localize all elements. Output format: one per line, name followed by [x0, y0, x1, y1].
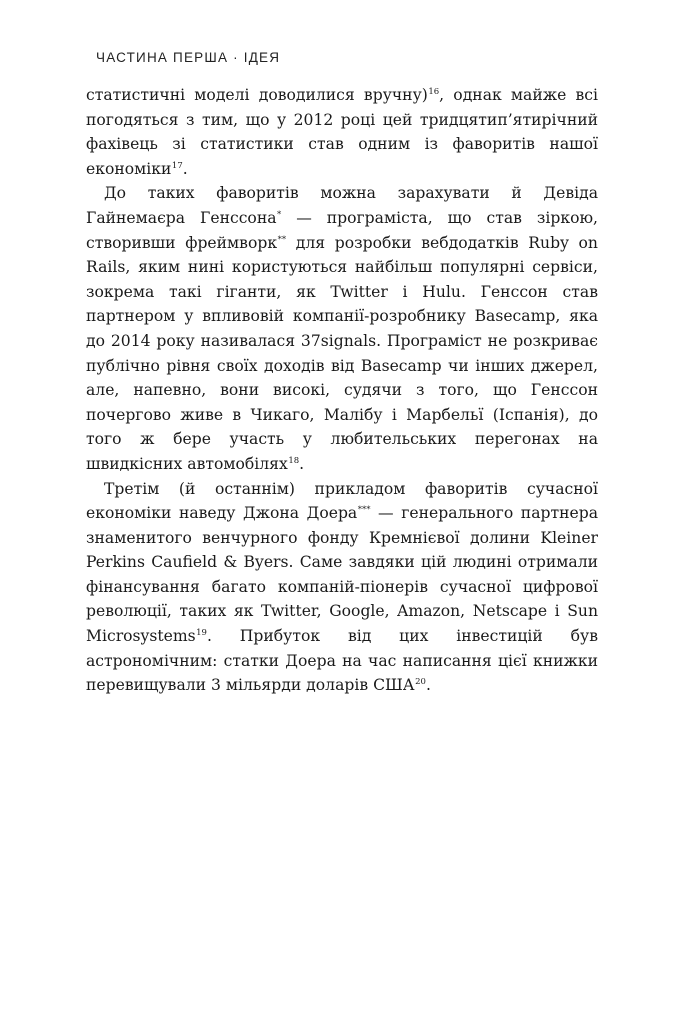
footnote-ref: * — [277, 209, 282, 220]
text-run: статистичні моделі доводилися вручну) — [86, 86, 428, 104]
footnote-ref: *** — [357, 505, 371, 516]
text-run: . Прибуток від цих інвестицій був астрономічним: статки Доера на час написання цієї книжки перевищували 3 мільярди доларів США — [86, 627, 598, 695]
footnote-ref: 19 — [196, 628, 207, 639]
text-run: — програміста, що став зіркою, створивши фреймворк — [86, 208, 598, 252]
text-run: — генерального партнера знаменитого венчурного фонду Кремнієвої долини Kleiner Perkins Caufield & Byers. Саме завдяки цій людині отримали фінансування багато компаній-піонерів сучасної цифрової революції, таких як Twitter, Google, Amazon, Netscape і Sun Microsystems — [86, 504, 598, 646]
paragraph — [86, 83, 598, 181]
running-head: ЧАСТИНА ПЕРША · ІДЕЯ — [96, 50, 281, 65]
text-run: для розробки вебдодатків Ruby on Rails, яким нині користуються найбільш популярні сервіси, зокрема такі гіганти, як Twitter і Hulu. Генссон став партнером у впливовій компанії-розробнику Basecamp, яка до 2014 року називалася 37signals. Програміст не розкриває публічно рівня своїх доходів від Basecamp чи інших джерел, але, напевно, вони високі, судячи з того, що Генссон почергово живе в Чикаго, Малібу і Марбельї (Іспанія), до того ж бере участь у любительських перегонах на швидкісних автомобілях — [86, 233, 598, 473]
text-run: , однак майже всі погодяться з тим, що у 2012 році цей тридцятип’ятирічний фахівець зі статистики став одним із фаворитів нашої економіки — [86, 86, 598, 178]
text-run: . — [425, 676, 431, 695]
footnote-ref: 16 — [428, 87, 440, 97]
text-run: . — [299, 454, 305, 473]
text-run: Третім (й останнім) прикладом фаворитів сучасної економіки наведу Джона Доера — [86, 479, 598, 523]
text-run: . — [182, 159, 188, 178]
body-text — [86, 83, 598, 698]
footnote-ref: 18 — [288, 455, 300, 466]
footnote-ref: 17 — [171, 160, 183, 171]
paragraph — [86, 477, 598, 698]
text-run: До таких фаворитів можна зарахувати й Девіда Гайнемаєра Генссона — [86, 184, 598, 227]
footnote-ref: 20 — [415, 677, 426, 688]
footnote-ref: ** — [277, 234, 287, 245]
paragraph — [86, 181, 598, 476]
